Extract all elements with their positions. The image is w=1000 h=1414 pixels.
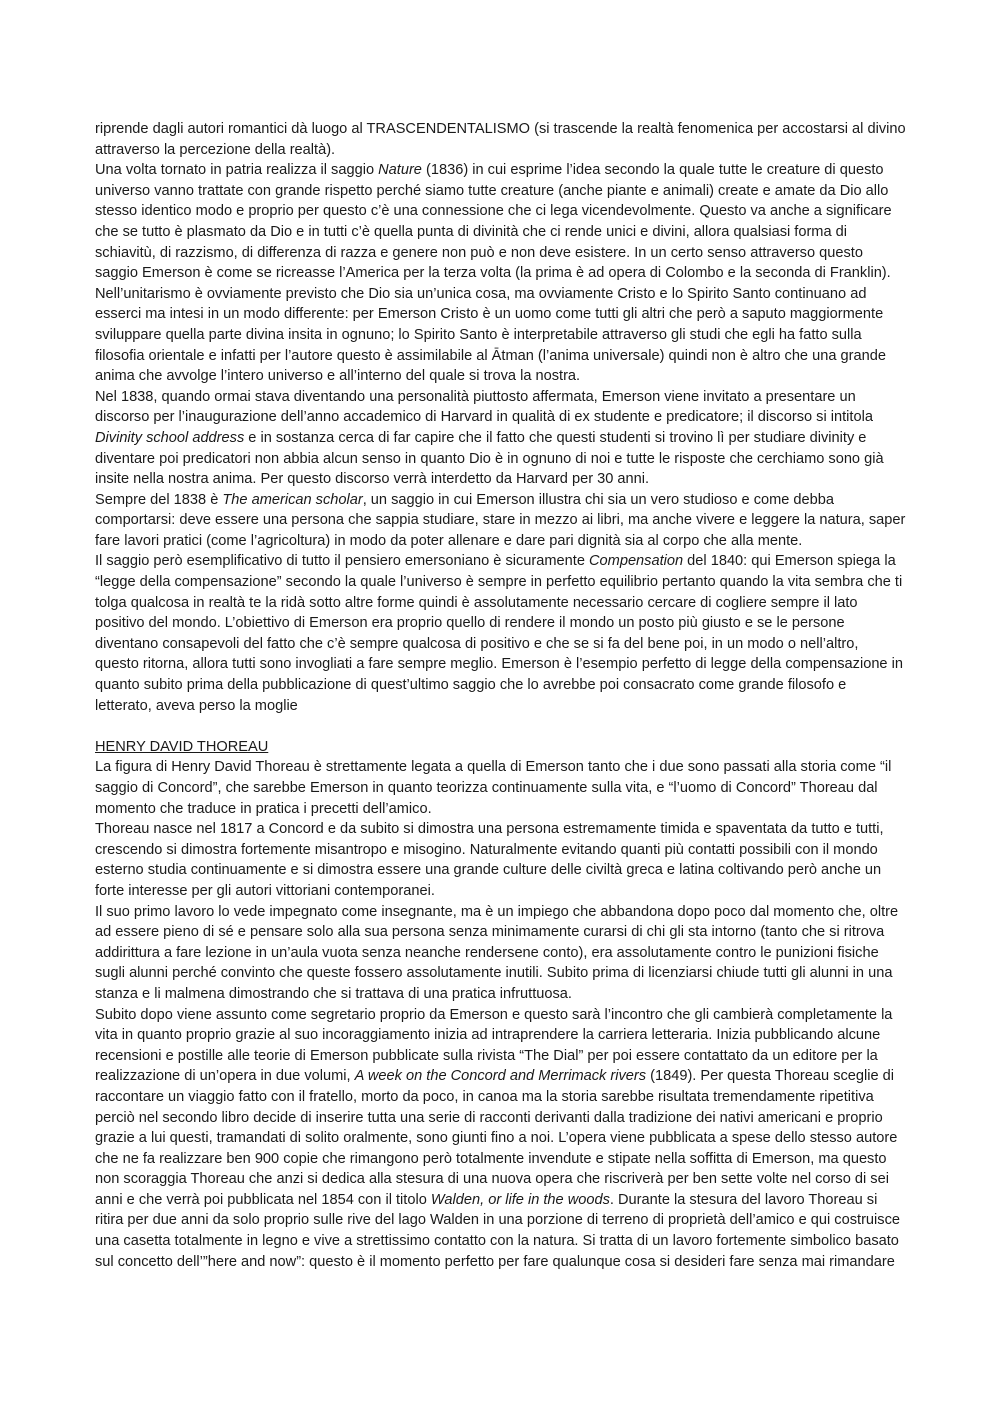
paragraph <box>95 490 906 552</box>
work-title: Divinity school address <box>95 429 245 446</box>
text-run: La figura di Henry David Thoreau è strettamente legata a quella di Emerson tanto che i due sono passati alla storia come “il saggio di Concord”, che sarebbe Emerson in quanto teorizza continuamente sulla vita, e “l’uomo di Concord” Thoreau dal momento che traduce in pratica i precetti dell’amico. <box>95 759 892 817</box>
text-run: Nell’unitarismo è ovviamente previsto che Dio sia un’unica cosa, ma ovviamente Cristo e lo Spirito Santo continuano ad esserci ma intesi in un modo differente: per Emerson Cristo è un uomo come tutti gli altri che però a saputo maggiormente sviluppare quella parte divina insita in ognuno; lo Spirito Santo è interpretabile attraverso gli studi che egli ha fatto sulla filosofia orientale e infatti per l’autore questo è assimilabile al Ātman (l’anima universale) quindi non è altro che una grande anima che avvolge l’intero universo e all’interno del quale si trova la nostra. <box>95 285 886 385</box>
paragraph <box>95 757 906 819</box>
paragraph <box>95 902 906 1005</box>
paragraph <box>95 1005 906 1273</box>
paragraph <box>95 119 906 160</box>
text-run: e in sostanza cerca di far capire che il fatto che questi studenti si trovino lì per studiare divinity e diventare poi predicatori non abbia alcun senso in quanto Dio è in ognuno di noi e tutte le risposte che cerchiamo sono già insite nella nostra anima. Per questo discorso verrà interdetto da Harvard per 30 anni. <box>95 429 884 488</box>
text-run: Il saggio però esemplificativo di tutto il pensiero emersoniano è sicuramente <box>95 553 590 570</box>
work-title: Compensation <box>589 553 684 570</box>
thoreau-section <box>95 757 906 1272</box>
text-run: Sempre del 1838 è <box>95 491 223 508</box>
text-run: (1849). Per questa Thoreau sceglie di raccontare un viaggio fatto con il fratello, morto da poco, in canoa ma la storia sarebbe risultata tremendamente ripetitiva perciò nel secondo libro decide di inserire tutta una serie di racconti derivanti dalla tradizione dei nativi americani e proprio grazie a lui questi, tramandati di solito oralmente, sono giunti fino a noi. L’opera viene pubblicata a spese dello stesso autore che ne fa realizzare ben 900 copie che rimangono però totalmente invendute e stipate nella soffitta di Emerson, ma questo non scoraggia Thoreau che anzi si dedica alla stesura di una nuova opera che riscriverà per ben sette volte nel corso di sei anni e che verrà poi pubblicata nel 1854 con il titolo <box>95 1068 898 1208</box>
text-run: (1836) in cui esprime l’idea secondo la quale tutte le creature di questo universo vanno trattate con grande rispetto perché siamo tutte creature (anche piante e animali) create e amate da Dio allo stesso identico modo e proprio per questo c’è una connessione che ci lega vicendevolmente. Questo va anche a significare che se tutto è plasmato da Dio e in tutti c’è quella punta di divinità che ci rende unici e divini, allora qualsiasi forma di schiavitù, di razzismo, di differenza di razza e genere non può e non deve esistere. In un certo senso attraverso questo saggio Emerson è come se ricreasse l’America per la terza volta (la prima è ad opera di Colombo e la seconda di Franklin). <box>95 162 892 282</box>
paragraph <box>95 160 906 284</box>
paragraph <box>95 551 906 716</box>
text-run: Una volta tornato in patria realizza il saggio <box>95 162 379 179</box>
work-title: The american scholar <box>222 491 363 508</box>
paragraph <box>95 819 906 901</box>
paragraph <box>95 387 906 490</box>
text-run: Thoreau nasce nel 1817 a Concord e da subito si dimostra una persona estremamente timida e spaventata da tutto e tutti, crescendo si dimostra fortemente misantropo e misogino. Naturalmente evitando quanti più contatti possibili con il mondo esterno studia continuamente e si dimostra essere una grande culture delle civiltà greca e latina coltivando però anche un forte interesse per gli autori vittoriani contemporanei. <box>95 821 884 899</box>
section-gap <box>95 716 906 737</box>
work-title: A week on the Concord and Merrimack rivers <box>354 1068 647 1085</box>
paragraph <box>95 284 906 387</box>
text-run: Subito dopo viene assunto come segretario proprio da Emerson e questo sarà l’incontro che gli cambierà completamente la vita in quanto proprio grazie al suo incoraggiamento inizia ad intraprendere la carriera letteraria. Inizia pubblicando alcune recensioni e postille alle teorie di Emerson pubblicate sulla rivista “The Dial” per poi essere contattato da un editore per la realizzazione di un’opera in due volumi, <box>95 1006 893 1085</box>
text-run: riprende dagli autori romantici dà luogo al TRASCENDENTALISMO (si trascende la realtà fenomenica per accostarsi al divino attraverso la percezione della realtà). <box>95 121 906 158</box>
text-run: . Durante la stesura del lavoro Thoreau si ritira per due anni da solo proprio sulle rive del lago Walden in una porzione di terreno di proprietà dell’amico e qui costruisce una casetta totalmente in legno e vive a strettissimo contatto con la natura. Si tratta di un lavoro fortemente simbolico basato sul concetto dell’”here and now”: questo è il momento perfetto per fare qualunque cosa si desideri fare senza mai rimandare <box>95 1191 900 1270</box>
work-title: Walden, or life in the woods <box>430 1191 610 1208</box>
emerson-section <box>95 119 906 716</box>
text-run: Nel 1838, quando ormai stava diventando una personalità piuttosto affermata, Emerson viene invitato a presentare un discorso per l’inaugurazione dell’anno accademico di Harvard in qualità di ex studente e predicatore; il discorso si intitola <box>95 388 873 426</box>
work-title: Nature <box>378 162 422 179</box>
section-heading: HENRY DAVID THOREAU <box>95 738 269 755</box>
text-run: del 1840: qui Emerson spiega la “legge della compensazione” secondo la quale l’universo è sempre in perfetto equilibrio pertanto quando la vita sembra che ti tolga qualcosa in realtà te la ridà sotto altre forme quindi è assolutamente necessario cercare di cogliere sempre il lato positivo del mondo. L’obiettivo di Emerson era proprio quello di rendere il mondo un posto più giusto e se le persone diventano consapevoli del fatto che c’è sempre qualcosa di positivo e che se si fa del bene poi, in un modo o nell’altro, questo ritorna, allora tutti sono invogliati a fare sempre meglio. Emerson è l’esempio perfetto di legge della compensazione in quanto subito prima della pubblicazione di quest’ultimo saggio che lo avrebbe poi consacrato come grande filosofo e letterato, aveva perso la moglie <box>95 553 903 714</box>
text-run: Il suo primo lavoro lo vede impegnato come insegnante, ma è un impiego che abbandona dopo poco dal momento che, oltre ad essere pieno di sé e pensare solo alla sua persona senza minimamente curarsi di chi gli sta intorno (tanto che si ritrova addirittura a fare lezione in un’aula vuota senza neanche rendersene conto), era assolutamente contro le punizioni fisiche sugli alunni perché convinto che queste fossero assolutamente inutili. Subito prima di licenziarsi chiude tutti gli alunni in una stanza e li malmena dimostrando che si trattava di una pratica infruttuosa. <box>95 903 899 1002</box>
text-run: , un saggio in cui Emerson illustra chi sia un vero studioso e come debba comportarsi: deve essere una persona che sappia studiare, stare in mezzo ai libri, ma anche vivere e leggere la natura, saper fare lavori pratici (come l’agricoltura) in modo da poter allenare e dare pari dignità sia al corpo che alla mente. <box>95 491 906 549</box>
